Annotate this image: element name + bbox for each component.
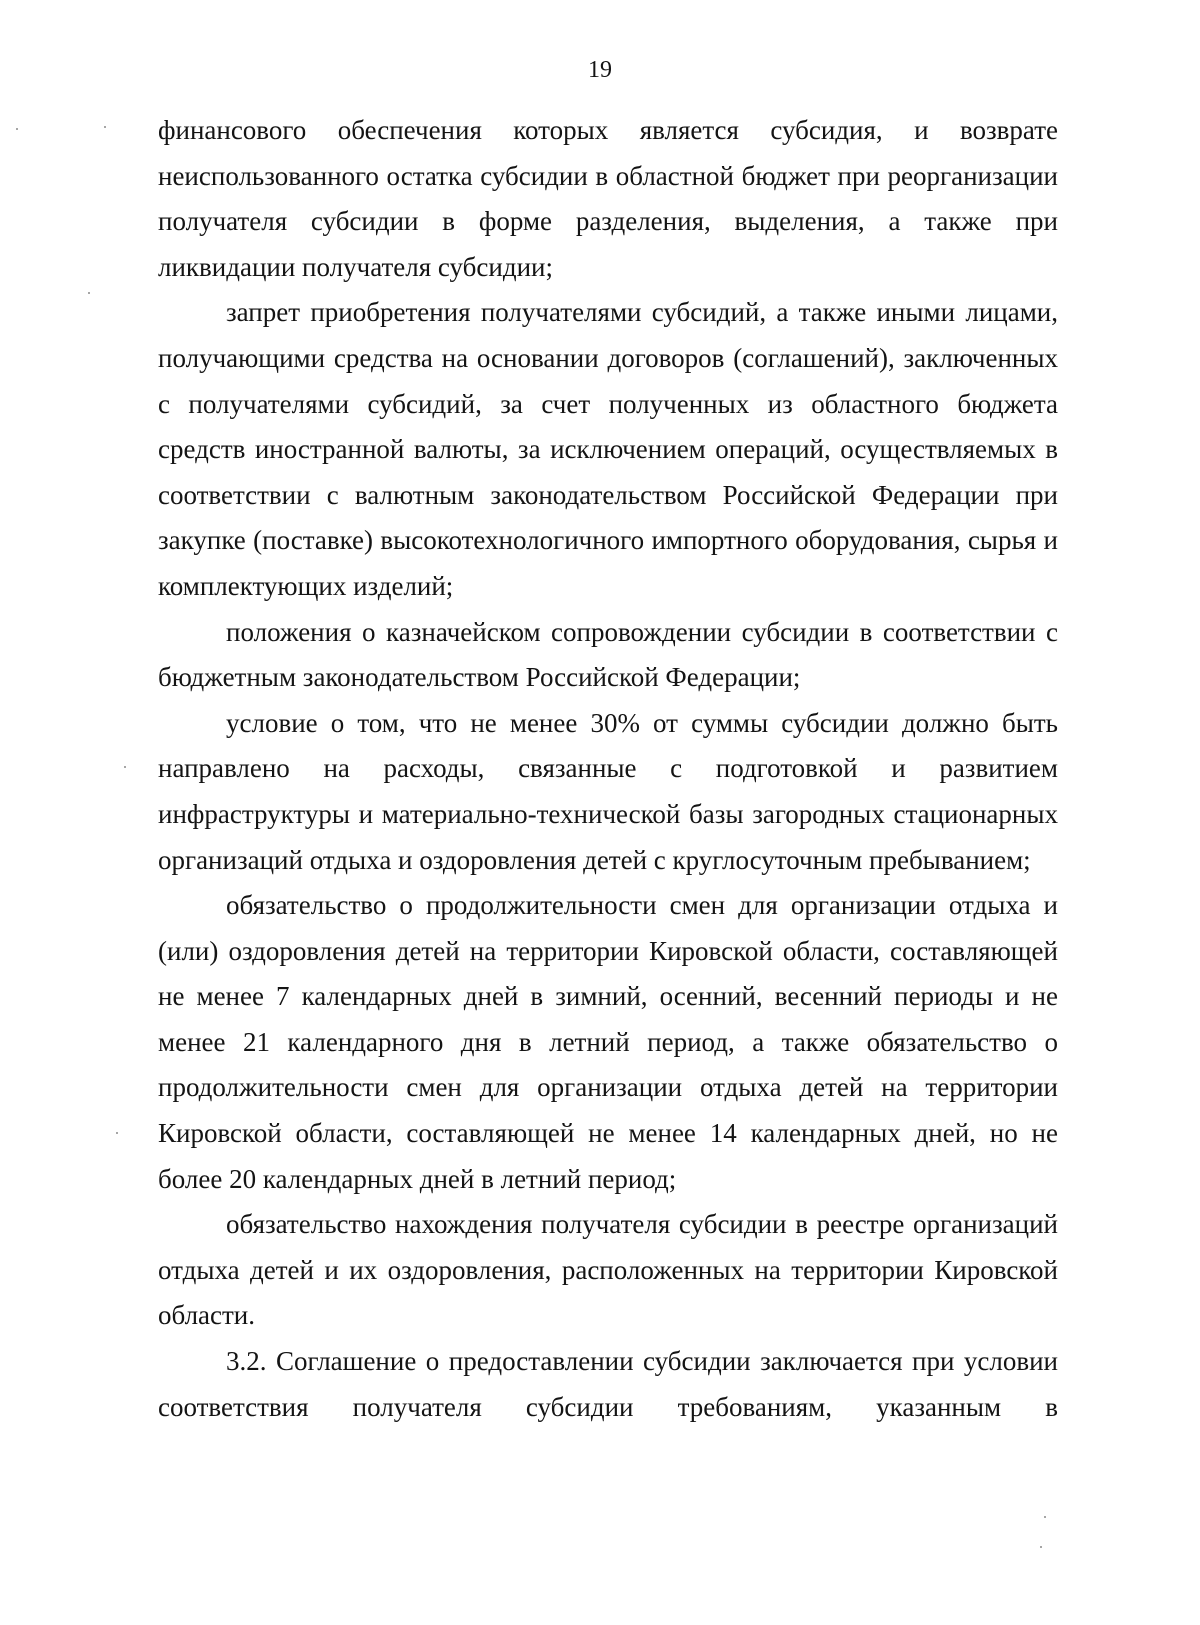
scan-speck [124,766,126,768]
page-number: 19 [588,57,612,83]
scan-speck [1044,1516,1046,1518]
paragraph-treasury-support: положения о казначейском сопровождении субсидии в соответствии с бюджетным законодательством Российской Федерации; [158,616,1058,693]
paragraph-agreement-3-2: 3.2. Соглашение о предоставлении субсидии заключается при условии соответствия получателя субсидии требованиям, указанным в [158,1346,1058,1422]
paragraph-infrastructure-share: условие о том, что не менее 30% от суммы субсидии должно быть направлено на расходы, связанные с подготовкой и развитием инфраструктуры и материально-технической базы загородных стационарных организаций отдыха и оздоровления детей с круглосуточным пребыванием; [158,707,1058,875]
scan-speck [16,128,18,130]
document-body [158,108,1058,1430]
paragraph-continuation: финансового обеспечения которых является субсидия, и возврате неиспользованного остатка субсидии в областной бюджет при реорганизации получателя субсидии в форме разделения, выделения, а также при ликвидации получателя субсидии; [158,115,1058,282]
scan-speck [116,1132,118,1134]
scan-speck [104,126,106,128]
scan-speck [88,292,90,294]
paragraph-currency-ban: запрет приобретения получателями субсидий, а также иными лицами, получающими средства на основании договоров (соглашений), заключенных с получателями субсидий, за счет полученных из областного бюджета средств иностранной валюты, за исключением операций, осуществляемых в соответствии с валютным законодательством Российской Федерации при закупке (поставке) высокотехнологичного импортного оборудования, сырья и комплектующих изделий; [158,297,1058,601]
scan-speck [1040,1546,1042,1548]
paragraph-shift-duration: обязательство о продолжительности смен для организации отдыха и (или) оздоровления детей на территории Кировской области, составляющей не менее 7 календарных дней в зимний, осенний, весенний периоды и не менее 21 календарного дня в летний период, а также обязательство о продолжительности смен для организации отдыха детей на территории Кировской области, составляющей не менее 14 календарных дней, но не более 20 календарных дней в летний период; [158,890,1058,1194]
paragraph-registry-obligation: обязательство нахождения получателя субсидии в реестре организаций отдыха детей и их оздоровления, расположенных на территории Кировской области. [158,1209,1058,1331]
